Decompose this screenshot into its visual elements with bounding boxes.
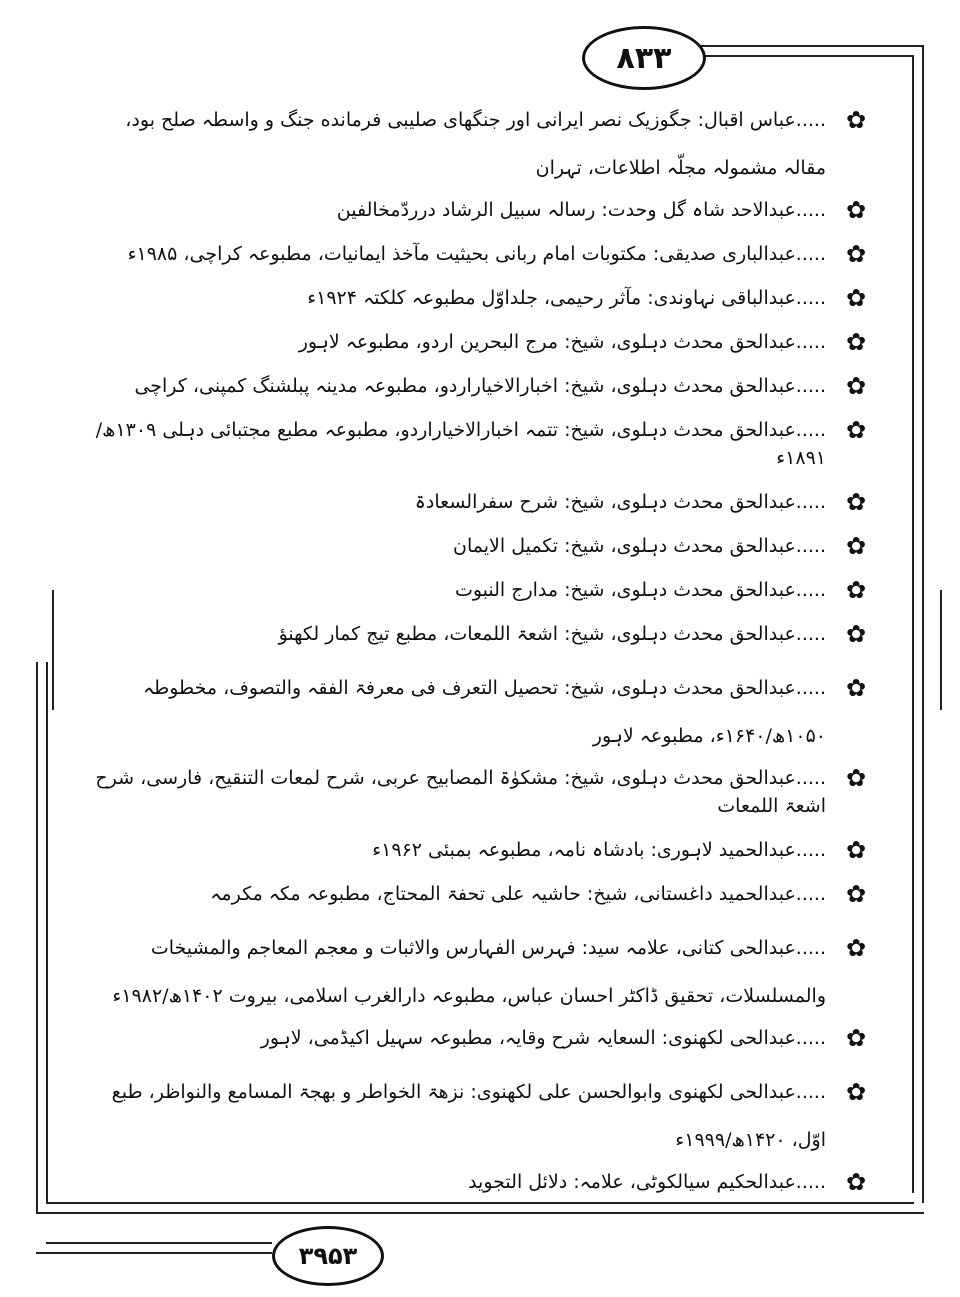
entry-text: عبدالباری صدیقی: مکتوبات امام ربانی بحیثیت مآخذ ایمانیات، مطبوعہ کراچی، ۱۹۸۵ء [127,243,796,265]
list-item [90,924,870,1020]
entry-text: عبدالباقی نہاوندی: مآثر رحیمی، جلداوّل مطبوعہ کلکتہ ۱۹۲۴ء [307,287,796,309]
entry-text: عباس اقبال: جگوزیک نصر ایرانی اور جنگھای صلیبی فرمانده جنگ و واسطہ صلح بود، مقالہ مشمولہ مجلّہ اطلاعات، تہران [125,109,826,179]
flower-bullet-icon: ✿ [845,880,867,908]
entry-text: عبدالحی لکھنوی: السعایہ شرح وقایہ، مطبوعہ سہیل اکیڈمی، لاہور [260,1027,796,1049]
frame-line-right-outer [922,45,924,1203]
list-item [90,1068,870,1164]
leader-dots: ..... [795,535,826,557]
flower-bullet-icon: ✿ [845,328,867,356]
list-item [90,488,870,516]
leader-dots: ..... [795,839,826,861]
list-item [90,576,870,604]
entry-text: عبدالحق محدث دہلوی، شیخ: تکمیل الایمان [453,535,796,557]
flower-bullet-icon: ✿ [845,1168,867,1196]
page-number: ۸۳۳ [582,26,706,90]
list-item [90,416,870,472]
entry-text: عبدالحق محدث دہلوی، شیخ: تتمہ اخبارالاخیاراردو، مطبوعہ مطبع مجتبائی دہلی ۱۳۰۹ھ/۱۸۹۱ء [95,419,826,469]
flower-bullet-icon: ✿ [845,764,867,792]
list-item [90,836,870,864]
list-item [90,532,870,560]
list-item [90,328,870,356]
entry-text: عبدالحق محدث دہلوی، شیخ: شرح سفرالسعادۃ [414,491,796,513]
flower-bullet-icon: ✿ [845,934,867,962]
frame-line-bottom-outer [36,1212,924,1214]
frame-line-top-outer [700,45,924,47]
leader-dots: ..... [795,623,826,645]
list-item [90,1024,870,1052]
flower-bullet-icon: ✿ [845,620,867,648]
leader-dots: ..... [795,287,826,309]
list-item [90,664,870,760]
leader-dots: ..... [795,579,826,601]
entry-text: عبدالحکیم سیالکوٹی، علامہ: دلائل التجوید [468,1171,796,1193]
flower-bullet-icon: ✿ [845,836,867,864]
leader-dots: ..... [795,109,826,131]
list-item [90,284,870,312]
frame-line-top-inner [700,55,914,57]
list-item [90,620,870,648]
flower-bullet-icon: ✿ [845,488,867,516]
flower-bullet-icon: ✿ [845,240,867,268]
entry-text: عبدالحمید لاہوری: بادشاہ نامہ، مطبوعہ بمبئی ۱۹۶۲ء [372,839,796,861]
leader-dots: ..... [795,1171,826,1193]
frame-line-left-short [52,590,54,710]
entry-text: عبدالحی لکھنوی وابوالحسن علی لکھنوی: نزھۃ الخواطر و بھجۃ المسامع والنواظر، طبع اوّل، ۱۴۲۰ھ/۱۹۹۹ء [111,1081,826,1151]
entry-text: عبدالحق محدث دہلوی، شیخ: اخبارالاخیاراردو، مطبوعہ مدینہ پبلشنگ کمپنی، کراچی [134,375,796,397]
bibliography-list [90,96,870,1212]
list-item [90,96,870,192]
leader-dots: ..... [795,677,826,699]
frame-line-left-inner [46,662,48,1202]
entry-text: عبدالحق محدث دہلوی، شیخ: تحصیل التعرف فی معرفۃ الفقہ والتصوف، مخطوطہ ۱۰۵۰ھ/۱۶۴۰ء، مطبوعہ لاہور [142,677,826,747]
list-item [90,372,870,400]
entry-text: عبدالحمید داغستانی، شیخ: حاشیہ علی تحفۃ المحتاج، مطبوعہ مکہ مکرمہ [210,883,796,905]
entry-text: عبدالحق محدث دہلوی، شیخ: مدارج النبوت [454,579,796,601]
leader-dots: ..... [795,883,826,905]
list-item [90,196,870,224]
leader-dots: ..... [795,243,826,265]
flower-bullet-icon: ✿ [845,372,867,400]
entry-text: عبدالحق محدث دہلوی، شیخ: اشعۃ اللمعات، مطبع تیج کمار لکھنؤ [278,623,796,645]
list-item [90,880,870,908]
flower-bullet-icon: ✿ [845,196,867,224]
running-number: ۳۹۵۳ [272,1226,384,1286]
flower-bullet-icon: ✿ [845,674,867,702]
list-item [90,240,870,268]
entry-text: عبدالحی کتانی، علامہ سید: فہرس الفہارس والاثبات و معجم المعاجم والمشیخات والمسلسلات، تحقیق ڈاکٹر احسان عباس، مطبوعہ دارالغرب اسلامی، بیروت ۱۴۰۲ھ/۱۹۸۲ء [112,937,826,1007]
flower-bullet-icon: ✿ [845,106,867,134]
leader-dots: ..... [795,937,826,959]
leader-dots: ..... [795,375,826,397]
flower-bullet-icon: ✿ [845,1078,867,1106]
frame-line-mid-right [940,590,942,710]
flower-bullet-icon: ✿ [845,532,867,560]
flower-bullet-icon: ✿ [845,576,867,604]
flower-bullet-icon: ✿ [845,1024,867,1052]
leader-dots: ..... [795,331,826,353]
flower-bullet-icon: ✿ [845,416,867,444]
frame-line-right-inner [912,55,914,1193]
leader-dots: ..... [795,1027,826,1049]
flower-bullet-icon: ✿ [845,284,867,312]
frame-line-bottom-left [36,1252,272,1254]
list-item [90,1168,870,1196]
frame-line-bottom-left-2 [46,1242,272,1244]
leader-dots: ..... [795,1081,826,1103]
leader-dots: ..... [795,199,826,221]
leader-dots: ..... [795,491,826,513]
entry-text: عبدالحق محدث دہلوی، شیخ: مشکوٰۃ المصابیح عربی، شرح لمعات التنقیح، فارسی، شرح اشعۃ اللمعات [95,767,826,817]
list-item [90,764,870,820]
leader-dots: ..... [795,419,826,441]
entry-text: عبدالاحد شاہ گل وحدت: رسالہ سبیل الرشاد درردّمخالفین [336,199,796,221]
leader-dots: ..... [795,767,826,789]
entry-text: عبدالحق محدث دہلوی، شیخ: مرج البحرین اردو، مطبوعہ لاہور [298,331,796,353]
frame-line-left-outer [36,662,38,1212]
